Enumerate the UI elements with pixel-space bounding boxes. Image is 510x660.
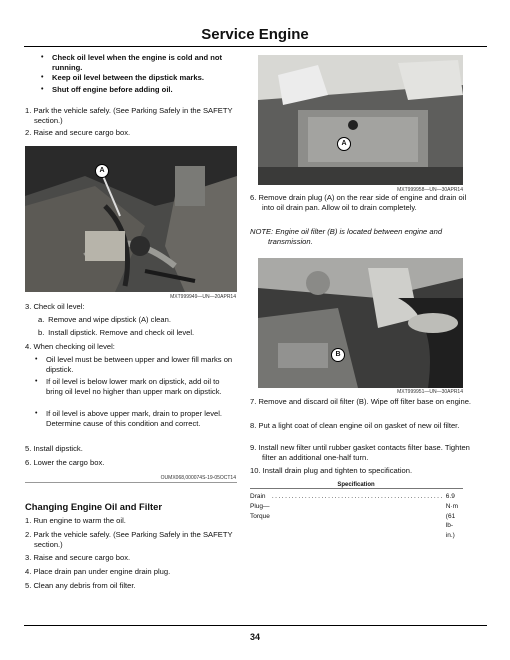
callout-a: A [95, 164, 109, 178]
step-text: 1. Park the vehicle safely. (See Parking Safely in the SAFETY section.) [25, 106, 233, 125]
photo-caption: MXT999951—UN—30APR14 [397, 389, 463, 395]
photo-caption: MXT999949—UN—20APR14 [170, 294, 236, 300]
footer-rule [24, 625, 487, 626]
callout-a: A [337, 137, 351, 151]
bullet-item: • Oil level must be between upper and lower fill marks on dipstick. [35, 355, 233, 374]
warning-item: • Shut off engine before adding oil. [41, 85, 173, 94]
step-text: 4. When checking oil level: [25, 342, 115, 351]
title-rule [24, 46, 487, 47]
step-text: 2. Park the vehicle safely. (See Parking Safely in the SAFETY section.) [25, 530, 233, 549]
bullet-item: • If oil level is above upper mark, drain to proper level. Determine cause of this condition and correct. [35, 409, 223, 428]
step-text: 1. Run engine to warm the oil. [25, 516, 126, 525]
page-number: 34 [249, 632, 260, 642]
step-text: 2. Raise and secure cargo box. [25, 128, 131, 137]
engine-photo-oil-filter [258, 258, 463, 388]
bullet-item: • If oil level is below lower mark on dipstick, add oil to bring oil level no higher than upper mark on dipstick. [35, 377, 222, 396]
step-text: 10. Install drain plug and tighten to specification. [250, 466, 413, 475]
page-title: Service Engine [201, 26, 309, 43]
step-text: 7. Remove and discard oil filter (B). Wipe off filter base on engine. [250, 397, 472, 406]
section-heading: Changing Engine Oil and Filter [25, 501, 162, 512]
engine-photo-drain-plug [258, 55, 463, 185]
step-text: 3. Raise and secure cargo box. [25, 553, 131, 562]
spec-value: 6.9 N·m (61 lb-in.) [445, 493, 459, 540]
note-text: NOTE: Engine oil filter (B) is located between engine and transmission. [250, 227, 443, 246]
warning-item: • Keep oil level between the dipstick marks. [41, 73, 204, 82]
step-text: 5. Install dipstick. [25, 444, 83, 453]
step-text: 8. Put a light coat of clean engine oil on gasket of new oil filter. [250, 421, 460, 430]
step-text: 3. Check oil level: [25, 302, 85, 311]
engine-photo-dipstick [25, 146, 237, 292]
spec-label: Drain Plug—Torque [250, 493, 270, 520]
spec-rule [250, 488, 463, 489]
spec-leader: .................................................... [271, 493, 444, 500]
spec-row [250, 492, 462, 541]
callout-b: B [331, 348, 345, 362]
photo-caption: MXT999958—UN—30APR14 [397, 187, 463, 193]
step-text: b. Install dipstick. Remove and check oil level. [38, 328, 195, 337]
step-text: 9. Install new filter until rubber gasket contacts filter base. Tighten filter an additional one-half turn. [250, 443, 470, 462]
reference-code: OUMX068,000074S-19-05OCT14 [160, 475, 236, 481]
step-text: 5. Clean any debris from oil filter. [25, 581, 136, 590]
warning-item: • Check oil level when the engine is cold and not running. [41, 53, 223, 72]
step-text: 6. Lower the cargo box. [25, 458, 105, 467]
step-text: a. Remove and wipe dipstick (A) clean. [38, 315, 171, 324]
step-text: 6. Remove drain plug (A) on the rear side of engine and drain oil into oil drain pan. Allow oil to drain completely. [250, 193, 467, 212]
spec-heading: Specification [337, 482, 375, 488]
section-divider [25, 482, 237, 483]
step-text: 4. Place drain pan under engine drain plug. [25, 567, 171, 576]
